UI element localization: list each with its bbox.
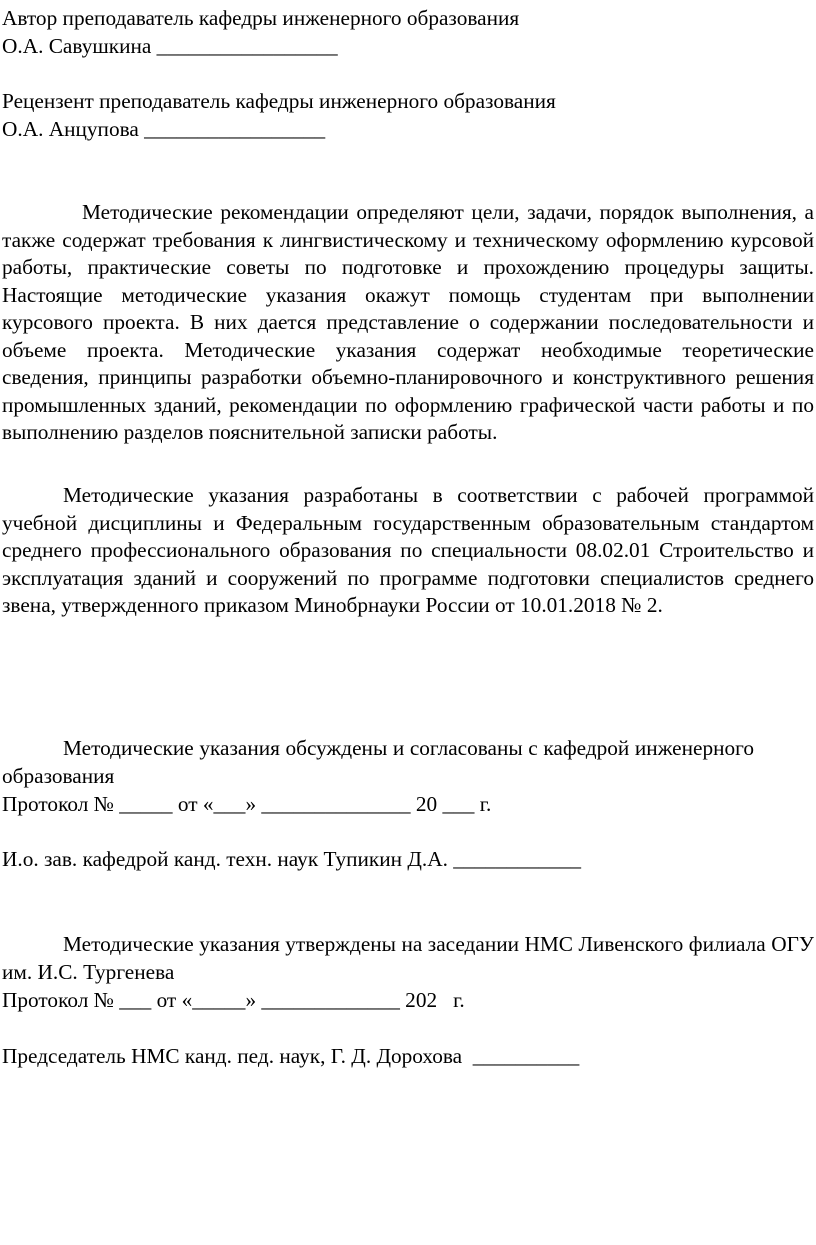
standard-paragraph: Методические указания разработаны в соответствии с рабочей программой учебной дисциплины и Федеральным государственным образовательным стандартом среднего профессионального образования по специальности 08.02.01 Строительство и эксплуатация зданий и сооружений по программе подготовки специалистов среднего звена, утвержденного приказом Минобрнауки России от 10.01.2018 № 2. xyxy=(2,483,814,617)
reviewer-name-line: О.А. Анцупова _________________ xyxy=(2,117,326,141)
council-protocol-line: Протокол № ___ от «_____» _____________ 202 г. xyxy=(2,988,465,1012)
department-protocol-line: Протокол № _____ от «___» ______________ 20 ___ г. xyxy=(2,792,492,816)
department-head-line: И.о. зав. кафедрой канд. техн. наук Тупикин Д.А. ____________ xyxy=(2,847,582,871)
author-name-line: О.А. Савушкина _________________ xyxy=(2,34,338,58)
council-approval-text: Методические указания утверждены на заседании НМС Ливенского филиала ОГУ им. И.С. Тургенева xyxy=(2,932,814,984)
council-chair-line: Председатель НМС канд. пед. наук, Г. Д. Дорохова __________ xyxy=(2,1044,580,1068)
reviewer-line: Рецензент преподаватель кафедры инженерного образования xyxy=(2,89,556,113)
description-paragraph: Методические рекомендации определяют цели, задачи, порядок выполнения, а также содержат требования к лингвистическому и техническому оформлению курсовой работы, практические советы по подготовке и прохождению процедуры защиты. Настоящие методические указания окажут помощь студентам при выполнении курсового проекта. В них дается представление о содержании последовательности и объеме проекта. Методические указания содержат необходимые теоретические сведения, принципы разработки объемно-планировочного и конструктивного решения промышленных зданий, рекомендации по оформлению графической части работы и по выполнению разделов пояснительной записки работы. xyxy=(2,200,814,444)
department-approval-text: Методические указания обсуждены и согласованы с кафедрой инженерного образования xyxy=(2,736,754,788)
author-line: Автор преподаватель кафедры инженерного образования xyxy=(2,6,520,30)
